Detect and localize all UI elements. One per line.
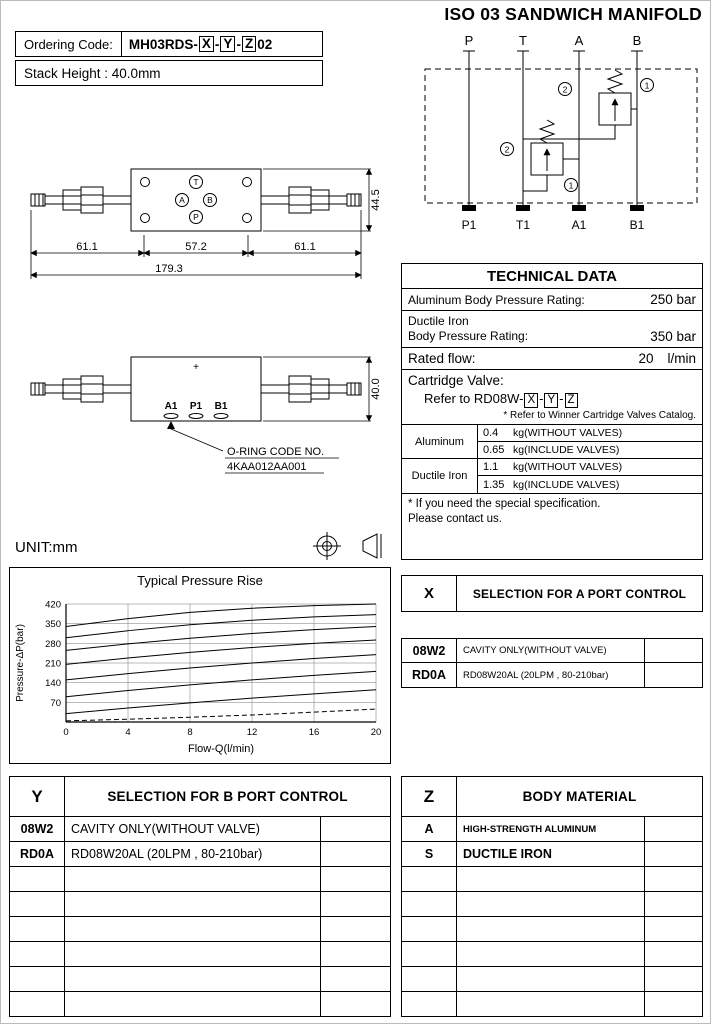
- left-stud-assembly: [31, 376, 131, 402]
- flow-unit: l/min: [667, 351, 696, 366]
- y-tick-label: 420: [45, 599, 61, 611]
- projection-cone-icon: [363, 534, 381, 558]
- table-cell-desc: [65, 967, 321, 991]
- chart-series-curve-4: [66, 640, 376, 664]
- row-value: 250 bar: [650, 292, 696, 307]
- table-body: [10, 817, 390, 1017]
- table-body: [402, 639, 702, 687]
- y-tick-label: 350: [45, 619, 61, 631]
- table-cell-extra: [645, 917, 702, 941]
- callout-2: 2: [562, 84, 568, 95]
- table-cell-code: RD0A: [402, 663, 457, 687]
- table-cell-desc: [457, 967, 645, 991]
- row-value: 350 bar: [650, 329, 696, 344]
- weight-value: 1.35: [483, 478, 505, 491]
- special-spec-footnote: [402, 494, 702, 530]
- code-prefix: MH03RDS-: [128, 36, 198, 52]
- callout-1: 1: [644, 80, 650, 91]
- stack-height-box: [15, 60, 323, 86]
- table-cell-code: [10, 867, 65, 891]
- left-stud-assembly: [31, 187, 131, 213]
- table-cell-code: RD0A: [10, 842, 65, 866]
- table-cell-extra: [645, 942, 702, 966]
- row-label: Aluminum Body Pressure Rating:: [408, 292, 585, 307]
- y-axis-label: Pressure-ΔP(bar): [15, 624, 26, 702]
- oring-grooves: [164, 414, 228, 419]
- spring-symbol: [540, 120, 554, 143]
- table-row: [402, 942, 702, 967]
- hydraulic-circuit-diagram: [403, 31, 703, 257]
- y-tick-label: 140: [45, 678, 61, 690]
- cartridge-y: Y: [544, 393, 558, 408]
- table-row: [10, 817, 390, 842]
- table-cell-code: [402, 892, 457, 916]
- selection-table-x-header: [401, 575, 703, 612]
- table-cell-code: [402, 917, 457, 941]
- callout-1: 1: [568, 180, 574, 191]
- table-cell-desc: [65, 917, 321, 941]
- body-material-table: [401, 776, 703, 1017]
- oring-code-label: O-RING CODE NO.: [227, 446, 325, 458]
- unit-label: UNIT:mm: [15, 539, 78, 556]
- port-letter-t: T: [193, 177, 199, 187]
- weight-table: [402, 424, 702, 494]
- selection-table-y: [9, 776, 391, 1017]
- table-row: [402, 992, 702, 1017]
- table-cell-extra: [321, 992, 390, 1017]
- code-x: X: [199, 36, 214, 53]
- cartridge-valve-block: [402, 370, 702, 424]
- weight-unit: kg(WITHOUT VALVES): [513, 427, 623, 440]
- iron-pressure-row: [402, 311, 702, 348]
- table-cell-extra: [645, 639, 702, 662]
- selection-table-x: [401, 638, 703, 688]
- table-row: [402, 892, 702, 917]
- table-row: [402, 639, 702, 663]
- port-label-b1: B1: [214, 401, 228, 412]
- port-label-a1: A1: [571, 218, 587, 232]
- code-suffix: 02: [257, 36, 273, 52]
- table-cell-code: [10, 917, 65, 941]
- weight-material: Ductile Iron: [402, 459, 478, 493]
- table-cell-code: [402, 967, 457, 991]
- rated-flow-row: [402, 348, 702, 370]
- right-stud-assembly: [261, 376, 361, 402]
- chart-plot: [10, 592, 388, 760]
- technical-data-title: TECHNICAL DATA: [402, 264, 702, 289]
- weight-unit: kg(INCLUDE VALVES): [513, 478, 620, 491]
- weight-unit: kg(WITHOUT VALVES): [513, 461, 623, 474]
- table-row: [402, 663, 702, 687]
- table-cell-extra: [645, 663, 702, 687]
- table-row: [10, 917, 390, 942]
- circuit-port-lines: [463, 51, 643, 205]
- y-tick-label: 70: [50, 697, 61, 709]
- table-cell-code: [402, 942, 457, 966]
- table-cell-extra: [321, 942, 390, 966]
- table-row: [10, 867, 390, 892]
- footnote-line2: Please contact us.: [408, 512, 502, 525]
- table-row: [402, 967, 702, 992]
- port-letter-a: A: [179, 195, 185, 205]
- table-cell-desc: [65, 942, 321, 966]
- flow-value: 20: [638, 351, 654, 366]
- port-label-t: T: [519, 33, 527, 48]
- weight-value: 0.4: [483, 427, 499, 440]
- table-cell-desc: [65, 892, 321, 916]
- table-cell-code: [10, 892, 65, 916]
- weight-material: Aluminum: [402, 425, 478, 459]
- chart-series-curve-3: [66, 626, 376, 650]
- table-cell-desc: RD08W20AL (20LPM , 80-210bar): [457, 663, 645, 687]
- row-label-line2: Body Pressure Rating:: [408, 329, 529, 343]
- y-tick-label: 280: [45, 638, 61, 650]
- table-cell-extra: [645, 867, 702, 891]
- table-cell-desc: [457, 867, 645, 891]
- table-title: BODY MATERIAL: [522, 789, 637, 804]
- cartridge-dash: -: [559, 390, 564, 406]
- table-cell-desc: [457, 892, 645, 916]
- cartridge-line2: [408, 391, 698, 408]
- x-tick-label: 16: [308, 727, 320, 738]
- projection-circle-icon: [313, 532, 341, 560]
- front-port-letters: [179, 177, 213, 222]
- row-label: Rated flow:: [408, 351, 476, 366]
- code-dash: -: [236, 36, 241, 52]
- row-label-line1: Ductile Iron: [408, 314, 469, 328]
- cartridge-x: X: [524, 393, 538, 408]
- callout-arrow: [167, 421, 175, 429]
- table-row: [10, 992, 390, 1017]
- port-label-b: B: [632, 33, 642, 48]
- chart-title: Typical Pressure Rise: [137, 573, 263, 588]
- pressure-rise-chart: [9, 567, 391, 764]
- table-code: Z: [402, 777, 457, 816]
- table-cell-desc: [457, 942, 645, 966]
- table-row: [402, 917, 702, 942]
- circuit-bottom-port-labels: [462, 218, 645, 232]
- oring-callout: [167, 421, 339, 473]
- table-cell-desc: CAVITY ONLY(WITHOUT VALVE): [457, 639, 645, 662]
- weight-row: [478, 425, 702, 442]
- table-body: [402, 817, 702, 1017]
- table-row: [10, 892, 390, 917]
- row-value: [638, 351, 696, 366]
- table-title: SELECTION FOR B PORT CONTROL: [107, 789, 348, 804]
- dim-40-0: 40.0: [370, 378, 382, 400]
- ordering-code-value: [121, 32, 279, 56]
- table-cell-code: 08W2: [402, 639, 457, 662]
- chart-series-curve-7: [66, 690, 376, 714]
- table-cell-desc: [457, 917, 645, 941]
- table-row: [402, 842, 702, 867]
- chart-series-curve-2: [66, 615, 376, 638]
- table-cell-desc: CAVITY ONLY(WITHOUT VALVE): [65, 817, 321, 841]
- port-label-a1: A1: [164, 401, 178, 412]
- right-stud-assembly: [261, 187, 361, 213]
- ordering-code-box: [15, 31, 323, 57]
- ordering-code-label: Ordering Code:: [24, 36, 113, 52]
- x-tick-label: 8: [187, 727, 193, 738]
- table-cell-code: [402, 992, 457, 1017]
- port-letter-p: P: [193, 212, 199, 222]
- circuit-top-port-labels: [465, 33, 642, 48]
- table-cell-extra: [645, 817, 702, 841]
- port-label-t1: T1: [515, 218, 531, 232]
- cartridge-z: Z: [565, 393, 578, 408]
- x-tick-label: 4: [125, 727, 131, 738]
- dimension-labels: [76, 189, 382, 275]
- port-label-p1: P1: [189, 401, 203, 412]
- table-row: [10, 842, 390, 867]
- table-cell-code: [402, 867, 457, 891]
- table-title: SELECTION FOR A PORT CONTROL: [472, 586, 687, 601]
- table-cell-desc: [457, 992, 645, 1017]
- table-cell-extra: [321, 967, 390, 991]
- table-cell-extra: [645, 892, 702, 916]
- x-axis-label: Flow-Q(l/min): [188, 743, 254, 755]
- table-row: [10, 967, 390, 992]
- callout-2: 2: [504, 144, 510, 155]
- table-cell-desc: [65, 992, 321, 1017]
- weight-row: [478, 442, 702, 459]
- chart-series-curve-5: [66, 655, 376, 680]
- weight-unit: kg(INCLUDE VALVES): [513, 444, 620, 457]
- dim-179-3: 179.3: [155, 263, 183, 275]
- table-cell-extra: [321, 892, 390, 916]
- code-dash: -: [214, 36, 220, 52]
- cartridge-line1: Cartridge Valve:: [408, 373, 504, 388]
- table-cell-extra: [321, 917, 390, 941]
- table-cell-code: 08W2: [10, 817, 65, 841]
- table-code: Y: [10, 777, 65, 816]
- x-tick-label: 20: [370, 727, 382, 738]
- table-cell-desc: [65, 867, 321, 891]
- cartridge-note: * Refer to Winner Cartridge Valves Catalog.: [503, 409, 696, 421]
- table-code: X: [402, 576, 457, 611]
- body-plus-mark: +: [193, 362, 199, 373]
- table-cell-code: S: [402, 842, 457, 866]
- spring-symbol: [608, 70, 622, 93]
- table-cell-desc: HIGH-STRENGTH ALUMINUM: [457, 817, 645, 841]
- weight-value: 0.65: [483, 444, 505, 457]
- table-cell-extra: [321, 842, 390, 866]
- front-view-drawing: [19, 163, 383, 305]
- table-cell-desc: DUCTILE IRON: [457, 842, 645, 866]
- table-cell-code: [10, 992, 65, 1017]
- port-letter-b: B: [207, 195, 213, 205]
- port-label-b1: B1: [629, 218, 645, 232]
- table-row: [402, 867, 702, 892]
- table-cell-extra: [645, 842, 702, 866]
- dim-57-2: 57.2: [185, 241, 207, 253]
- weight-value: 1.1: [483, 461, 499, 474]
- table-cell-extra: [321, 867, 390, 891]
- cartridge-prefix: Refer to RD08W-: [424, 390, 524, 406]
- table-cell-code: [10, 967, 65, 991]
- port-label-p1: P1: [461, 218, 477, 232]
- table-cell-extra: [645, 992, 702, 1017]
- dim-44-5: 44.5: [370, 189, 382, 211]
- table-row: [10, 942, 390, 967]
- aluminum-pressure-row: [402, 289, 702, 311]
- weight-row: [478, 459, 702, 476]
- page-title: ISO 03 SANDWICH MANIFOLD: [444, 4, 702, 24]
- table-cell-extra: [645, 967, 702, 991]
- code-z: Z: [242, 36, 256, 53]
- dim-61-1-left: 61.1: [76, 241, 98, 253]
- technical-data-section: [401, 263, 703, 560]
- x-tick-label: 0: [63, 727, 69, 738]
- table-cell-extra: [321, 817, 390, 841]
- side-port-labels: [165, 401, 228, 412]
- port-label-a: A: [574, 33, 584, 48]
- footnote-line1: * If you need the special specification.: [408, 498, 601, 511]
- row-label: [408, 314, 528, 344]
- oring-code-number: 4KAA012AA001: [227, 461, 307, 473]
- dim-61-1-right: 61.1: [294, 241, 316, 253]
- side-view-drawing: [19, 349, 383, 485]
- chart-series-curve-8: [66, 709, 376, 721]
- chart-series-curve-1: [66, 604, 376, 626]
- circuit-bottom-pads: [462, 205, 644, 211]
- port-label-p: P: [464, 33, 474, 48]
- table-cell-code: [10, 942, 65, 966]
- weight-row: [478, 476, 702, 493]
- projection-symbols: [311, 531, 395, 561]
- x-tick-label: 12: [246, 727, 258, 738]
- code-y: Y: [220, 36, 235, 53]
- stack-height-label: Stack Height : 40.0mm: [24, 65, 161, 81]
- table-cell-code: A: [402, 817, 457, 841]
- cartridge-dash: -: [539, 390, 544, 406]
- table-row: [402, 817, 702, 842]
- table-cell-desc: RD08W20AL (20LPM , 80-210bar): [65, 842, 321, 866]
- y-tick-label: 210: [45, 658, 61, 670]
